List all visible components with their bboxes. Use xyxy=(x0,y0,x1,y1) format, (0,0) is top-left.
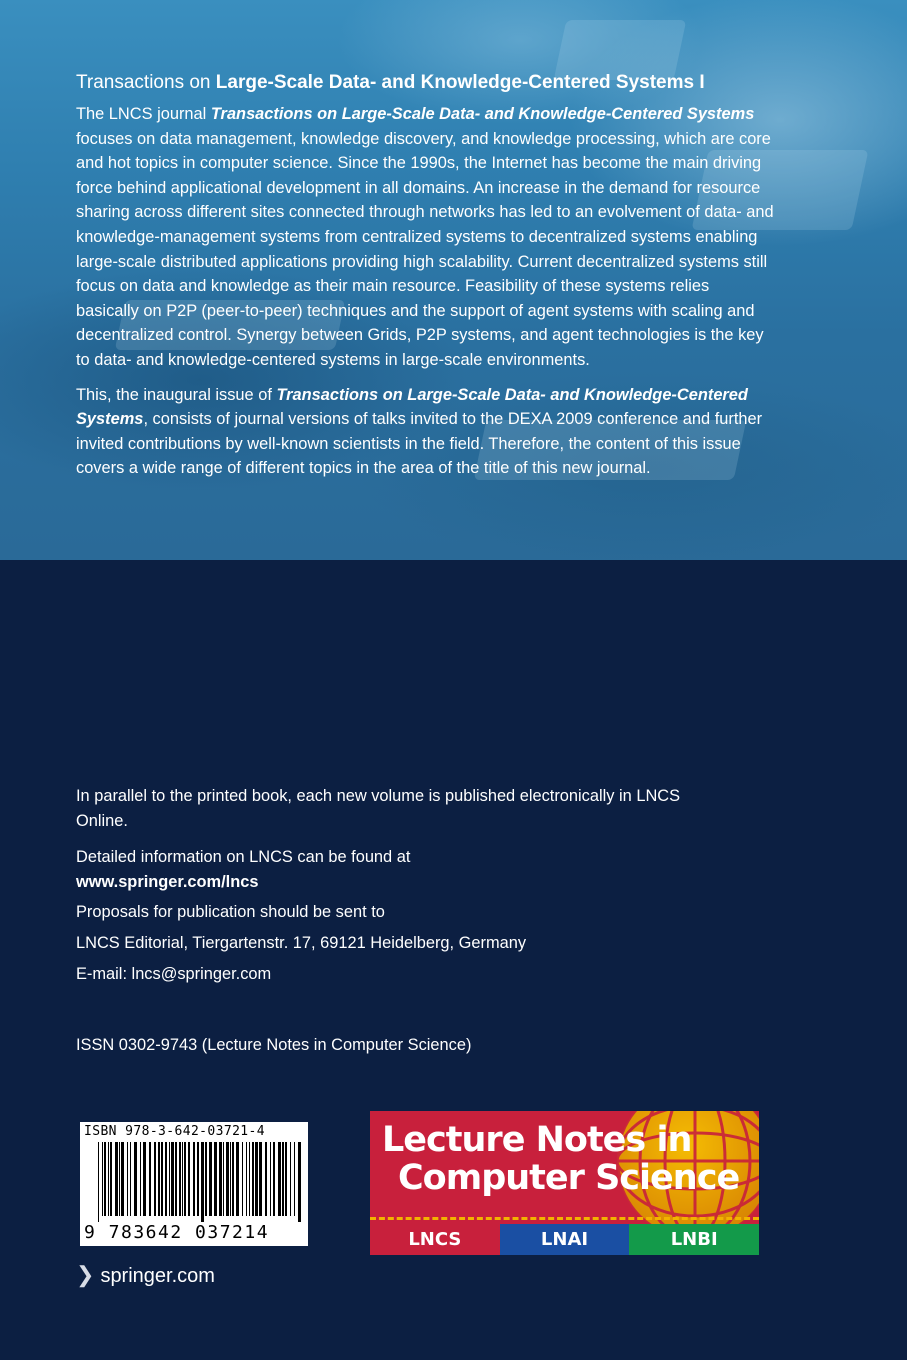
barcode-bar xyxy=(249,1142,250,1216)
logo-series-tabs xyxy=(370,1224,759,1255)
barcode-bar xyxy=(115,1142,118,1216)
barcode-bar xyxy=(184,1142,186,1216)
publisher-site: springer.com xyxy=(100,1265,215,1287)
editorial-address: LNCS Editorial, Tiergartenstr. 17, 69121 Heidelberg, Germany xyxy=(76,933,527,952)
info-line: Detailed information on LNCS can be found at xyxy=(76,848,411,867)
description-text xyxy=(76,68,776,491)
proposals-line: Proposals for publication should be sent to xyxy=(76,903,385,922)
barcode-bar xyxy=(265,1142,267,1216)
barcode-bar xyxy=(154,1142,156,1216)
barcode-bar xyxy=(171,1142,174,1216)
springer-url[interactable]: www.springer.com/lncs xyxy=(76,872,259,891)
barcode-bar xyxy=(169,1142,170,1216)
barcode-bar xyxy=(182,1142,183,1216)
barcode-bar xyxy=(104,1142,106,1216)
online-notice: In parallel to the printed book, each new volume is published electronically in LNCS Online. xyxy=(76,787,681,830)
barcode-bar xyxy=(273,1142,275,1216)
barcode-bar xyxy=(294,1142,295,1216)
barcode-bar xyxy=(219,1142,222,1216)
series-title: Transactions on Large-Scale Data- and Knowledge-Centered Systems I xyxy=(76,72,705,93)
logo-title xyxy=(382,1121,742,1197)
tab-lncs: LNCS xyxy=(370,1224,500,1255)
barcode-bar xyxy=(259,1142,262,1216)
barcode-bar xyxy=(110,1142,112,1216)
description-paragraph-1: The LNCS journal Transactions on Large-Scale Data- and Knowledge-Centered Systems focuses on data management, knowledge discovery, and knowledge processing, which are core and hot topics in computer science. Since the 1990s, the Internet has become the main driving force behind applicational development in all domains. An increase in the demand for resource sharing across different sites connected through networks has led to an evolvement of data- and knowledge-management systems from centralized systems to decentralized systems enabling large-scale distributed applications providing high scalability. Current decentralized systems still focus on data and knowledge as their main resource. Feasibility of these systems relies basically on P2P (peer-to-peer) techniques and the support of agent systems with scaling and decentralized control. Synergy between Grids, P2P systems, and agent technologies is the key to data- and knowledge-centered systems in large-scale environments. xyxy=(76,105,774,369)
barcode-bar xyxy=(119,1142,120,1216)
barcode-bar xyxy=(127,1142,128,1216)
barcode-bar xyxy=(108,1142,109,1216)
chevron-right-icon: ❯ xyxy=(76,1262,95,1287)
barcode-bar xyxy=(140,1142,141,1216)
barcode-bar xyxy=(149,1142,151,1216)
publisher-link[interactable] xyxy=(76,1262,215,1289)
tab-lnai: LNAI xyxy=(500,1224,630,1255)
barcode-bar xyxy=(179,1142,181,1216)
ean-digits: 9 783642 037214 xyxy=(84,1222,270,1243)
barcode-bar xyxy=(102,1142,103,1216)
barcode-bar xyxy=(165,1142,167,1216)
description-panel xyxy=(0,0,907,560)
logo-divider xyxy=(370,1217,759,1220)
barcode-bar xyxy=(121,1142,124,1216)
barcode-bar xyxy=(201,1142,204,1222)
barcode-bar xyxy=(255,1142,258,1216)
barcode-bar xyxy=(143,1142,146,1216)
barcode-bar xyxy=(188,1142,190,1216)
barcode-bar xyxy=(158,1142,160,1216)
barcode-bar xyxy=(232,1142,234,1216)
barcode-bar xyxy=(175,1142,177,1216)
barcode-bar xyxy=(252,1142,254,1216)
logo-title-line-1: Lecture Notes in xyxy=(382,1120,692,1160)
barcode-bar xyxy=(290,1142,291,1216)
contact-email[interactable]: E-mail: lncs@springer.com xyxy=(76,964,272,983)
lncs-logo xyxy=(370,1111,759,1255)
issn-line: ISSN 0302-9743 (Lecture Notes in Computer Science) xyxy=(76,1036,472,1054)
barcode-bar xyxy=(278,1142,281,1216)
barcode-bar xyxy=(226,1142,229,1216)
publication-info xyxy=(76,784,696,986)
barcode-bar xyxy=(130,1142,131,1216)
barcode-bar xyxy=(205,1142,207,1216)
barcode-bar xyxy=(161,1142,163,1216)
barcode-bar xyxy=(285,1142,287,1216)
barcode-bar xyxy=(236,1142,239,1216)
barcode-bar xyxy=(298,1142,301,1222)
barcode-bar xyxy=(98,1142,99,1222)
description-paragraph-2: This, the inaugural issue of Transactions on Large-Scale Data- and Knowledge-Centered Systems, consists of journal versions of talks invited to the DEXA 2009 conference and further invited contributions by well-known scientists in the field. Therefore, the content of this issue covers a wide range of different topics in the area of the title of this new journal. xyxy=(76,385,763,478)
barcode-bar xyxy=(134,1142,137,1216)
tab-lnbi: LNBI xyxy=(629,1224,759,1255)
isbn-barcode xyxy=(80,1122,308,1246)
barcode-bar xyxy=(193,1142,195,1216)
barcode-bar xyxy=(197,1142,199,1216)
barcode-bar xyxy=(230,1142,231,1216)
barcode-bar xyxy=(223,1142,224,1216)
logo-title-line-2: Computer Science xyxy=(398,1158,740,1198)
barcode-bar xyxy=(246,1142,247,1216)
barcode-bar xyxy=(214,1142,217,1216)
barcode-bar xyxy=(242,1142,243,1216)
barcode-bar xyxy=(282,1142,284,1216)
isbn-text: ISBN 978-3-642-03721-4 xyxy=(84,1124,265,1139)
barcode-bar xyxy=(209,1142,212,1216)
barcode-bar xyxy=(270,1142,271,1216)
barcode-bars xyxy=(98,1142,302,1222)
